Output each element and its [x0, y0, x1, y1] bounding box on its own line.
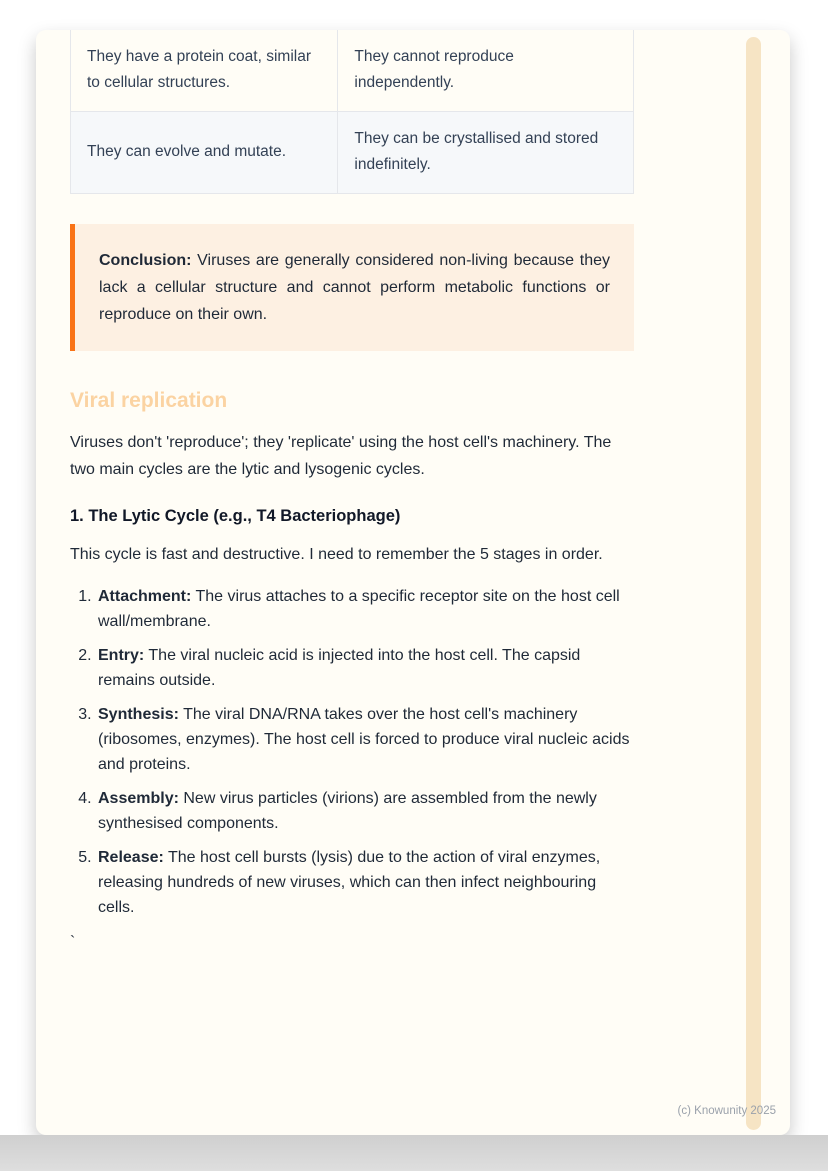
- stage-term: Assembly:: [98, 789, 179, 807]
- conclusion-text: Viruses are generally considered non-living because they lack a cellular structure and cannot perform metabolic functions or reproduce on their own.: [99, 251, 611, 323]
- document-page: [36, 30, 790, 1135]
- copyright-footer: (c) Knowunity 2025: [677, 1105, 776, 1117]
- lytic-cycle-subheading: 1. The Lytic Cycle (e.g., T4 Bacteriophage): [70, 506, 401, 525]
- stage-term: Entry:: [98, 646, 145, 664]
- virus-comparison-table: [70, 30, 634, 194]
- table-cell: They cannot reproduce independently.: [338, 30, 634, 111]
- stage-text: The viral nucleic acid is injected into the host cell. The capsid remains outside.: [98, 646, 581, 689]
- stage-text: The host cell bursts (lysis) due to the action of viral enzymes, releasing hundreds of new viruses, which can then infect neighbouring cells.: [98, 848, 601, 916]
- stage-text: The virus attaches to a specific receptor site on the host cell wall/membrane.: [98, 587, 620, 630]
- stage-term: Release:: [98, 848, 164, 866]
- list-item: [96, 786, 634, 836]
- section-heading: Viral replication: [70, 388, 228, 412]
- lytic-cycle-lead: This cycle is fast and destructive. I need to remember the 5 stages in order.: [70, 545, 603, 563]
- stage-text: New virus particles (virions) are assembled from the newly synthesised components.: [98, 789, 597, 832]
- page-margin-strip: [746, 37, 761, 1130]
- lytic-stage-list: [70, 584, 634, 920]
- list-item: [96, 702, 634, 777]
- stage-term: Synthesis:: [98, 705, 179, 723]
- table-cell: They have a protein coat, similar to cellular structures.: [71, 30, 338, 111]
- list-item: [96, 584, 634, 634]
- page-content: [70, 30, 634, 952]
- conclusion-callout: [70, 224, 634, 351]
- stray-character: `: [70, 933, 76, 951]
- table-row: [71, 30, 634, 111]
- section-intro: Viruses don't 'reproduce'; they 'replicate' using the host cell's machinery. The two main cycles are the lytic and lysogenic cycles.: [70, 433, 612, 478]
- conclusion-label: Conclusion:: [99, 251, 192, 269]
- table-cell: They can evolve and mutate.: [71, 111, 338, 193]
- list-item: [96, 643, 634, 693]
- list-item: [96, 845, 634, 920]
- stage-text: The viral DNA/RNA takes over the host cell's machinery (ribosomes, enzymes). The host cell is forced to produce viral nucleic acids and proteins.: [98, 705, 630, 773]
- stage-term: Attachment:: [98, 587, 192, 605]
- viewer-background-band: [0, 1135, 828, 1171]
- table-row: [71, 111, 634, 193]
- table-cell: They can be crystallised and stored indefinitely.: [338, 111, 634, 193]
